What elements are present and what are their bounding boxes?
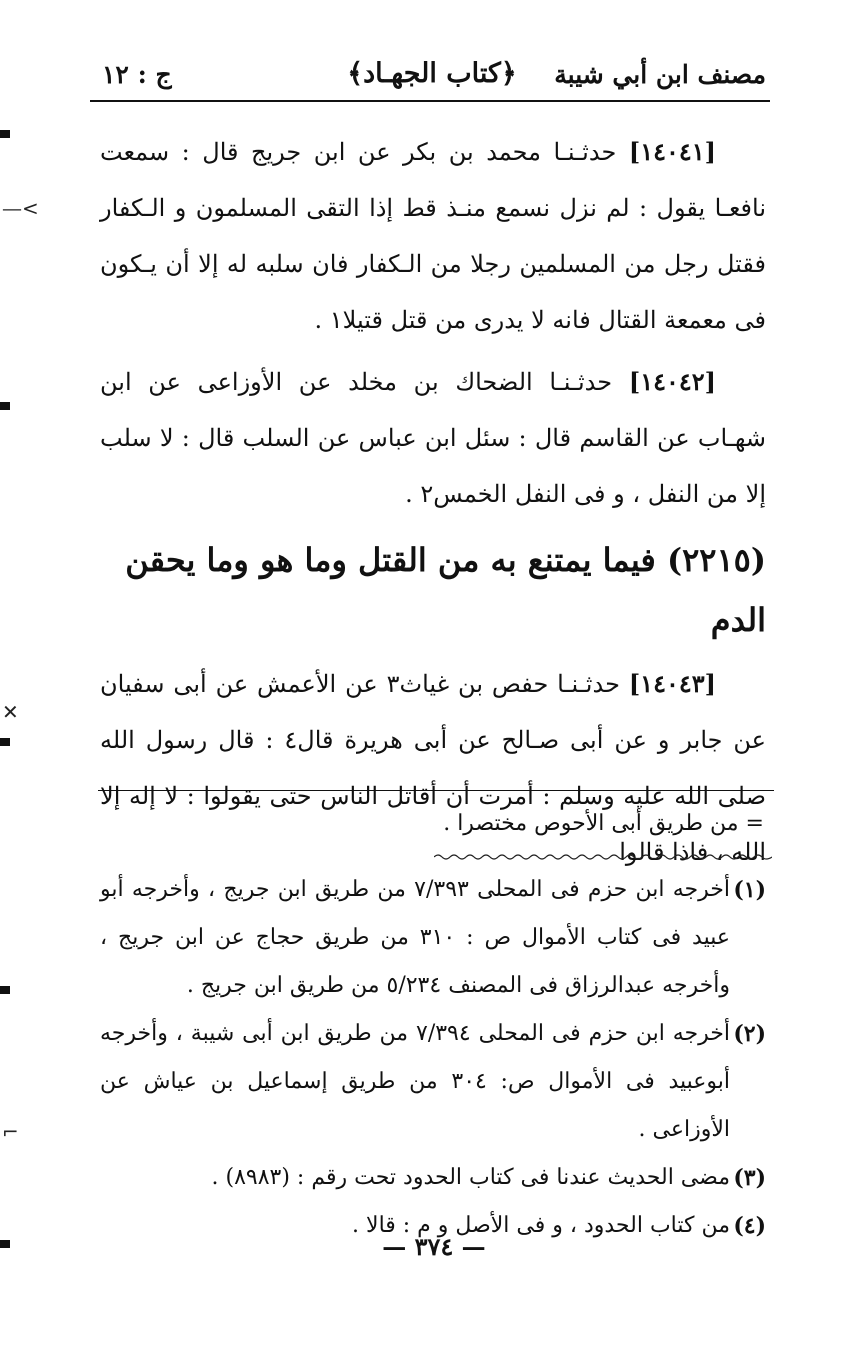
scan-edge-tick: —<: [2, 196, 39, 220]
footnote-mark: (٤): [733, 1213, 766, 1239]
footnote-rule: [98, 790, 774, 791]
header-rule: [90, 100, 770, 102]
chapter-heading: (٢٢١٥) فيما يمتنع به من القتل وما هو وما يحقن الدم: [125, 541, 766, 639]
page-number: — ٣٧٤ —: [382, 1232, 486, 1261]
footnote-mark: (١): [733, 877, 766, 903]
hadith-number: [١٤٠٤٢]: [628, 367, 716, 396]
volume-label: ج : ١٢: [102, 60, 172, 89]
book-title: ﴿كتاب الجهـاد﴾: [347, 58, 517, 89]
footnote-continuation: = من طريق أبى الأحوص مختصرا .: [443, 811, 764, 836]
footnote-mark: (٢): [733, 1021, 766, 1047]
scan-edge-mark: [0, 986, 10, 994]
hadith-number: [١٤٠٤٣]: [628, 669, 716, 698]
footnote-text: أخرجه ابن حزم فى المحلى ٧/٣٩٤ من طريق ابن أبى شيبة ، وأخرجه أبوعبيد فى الأموال ص: ٣٠٤ من طريق إسماعيل بن عياش عن الأوزاعى .: [100, 1021, 731, 1142]
hadith-paragraph: [100, 124, 766, 348]
hadith-text: حدثـنـا حفص بن غياث٣ عن الأعمش عن أبى سفيان عن جابر و عن أبى صـالح عن أبى هريرة قال٤ : قال رسول الله صلى الله عليه وسلم : أمرت أن أقاتل الناس حتى يقولوا : لا إله إلا الله ، فاذا قالوا: [100, 670, 766, 866]
main-text: [100, 124, 766, 886]
hadith-text: حدثـنـا الضحاك بن مخلد عن الأوزاعى عن ابن شهـاب عن القاسم قال : سئل ابن عباس عن السلب قال : لا سلب إلا من النفل ، و فى النفل الخمس٢ .: [100, 368, 766, 508]
footnote-mark: (٣): [733, 1165, 766, 1191]
hadith-number: [١٤٠٤١]: [628, 137, 716, 166]
footnote-text: مضى الحديث عندنا فى كتاب الحدود تحت رقم : (٨٩٨٣) .: [211, 1165, 730, 1190]
scan-edge-mark: [0, 130, 10, 138]
scan-edge-tick: ⌐: [2, 1120, 19, 1144]
hadith-paragraph: [100, 656, 766, 880]
source-title: مصنف ابن أبي شيبة: [554, 60, 766, 89]
wavy-divider: [434, 852, 772, 862]
footnote-item: [100, 866, 766, 1010]
hadith-text: حدثـنـا محمد بن بكر عن ابن جريج قال : سمعت نافعـا يقول : لم نزل نسمع منـذ قط إذا التقى المسلمون و الـكفار فقتل رجل من المسلمين رجلا من الـكفار فان سلبه له إلا أن يـكون فى معمعة القتال فانه لا يدرى من قتل قتيلا١ .: [100, 138, 766, 334]
hadith-paragraph: [100, 354, 766, 522]
footnotes: [100, 866, 766, 1250]
scan-edge-tick: ✕: [2, 700, 19, 724]
running-header: [96, 58, 768, 98]
footnote-text: أخرجه ابن حزم فى المحلى ٧/٣٩٣ من طريق ابن جريج ، وأخرجه أبو عبيد فى كتاب الأموال ص : ٣١٠ من طريق حجاج عن ابن جريج ، وأخرجه عبدالرزاق فى المصنف ٥/٢٣٤ من طريق ابن جريج .: [100, 877, 731, 998]
footnote-item: [100, 1010, 766, 1154]
scan-edge-mark: [0, 738, 10, 746]
scan-edge-mark: [0, 402, 10, 410]
footnote-item: [100, 1154, 766, 1202]
scan-edge-mark: [0, 1240, 10, 1248]
footnote-text: من كتاب الحدود ، و فى الأصل و م : قالا .: [352, 1213, 730, 1238]
